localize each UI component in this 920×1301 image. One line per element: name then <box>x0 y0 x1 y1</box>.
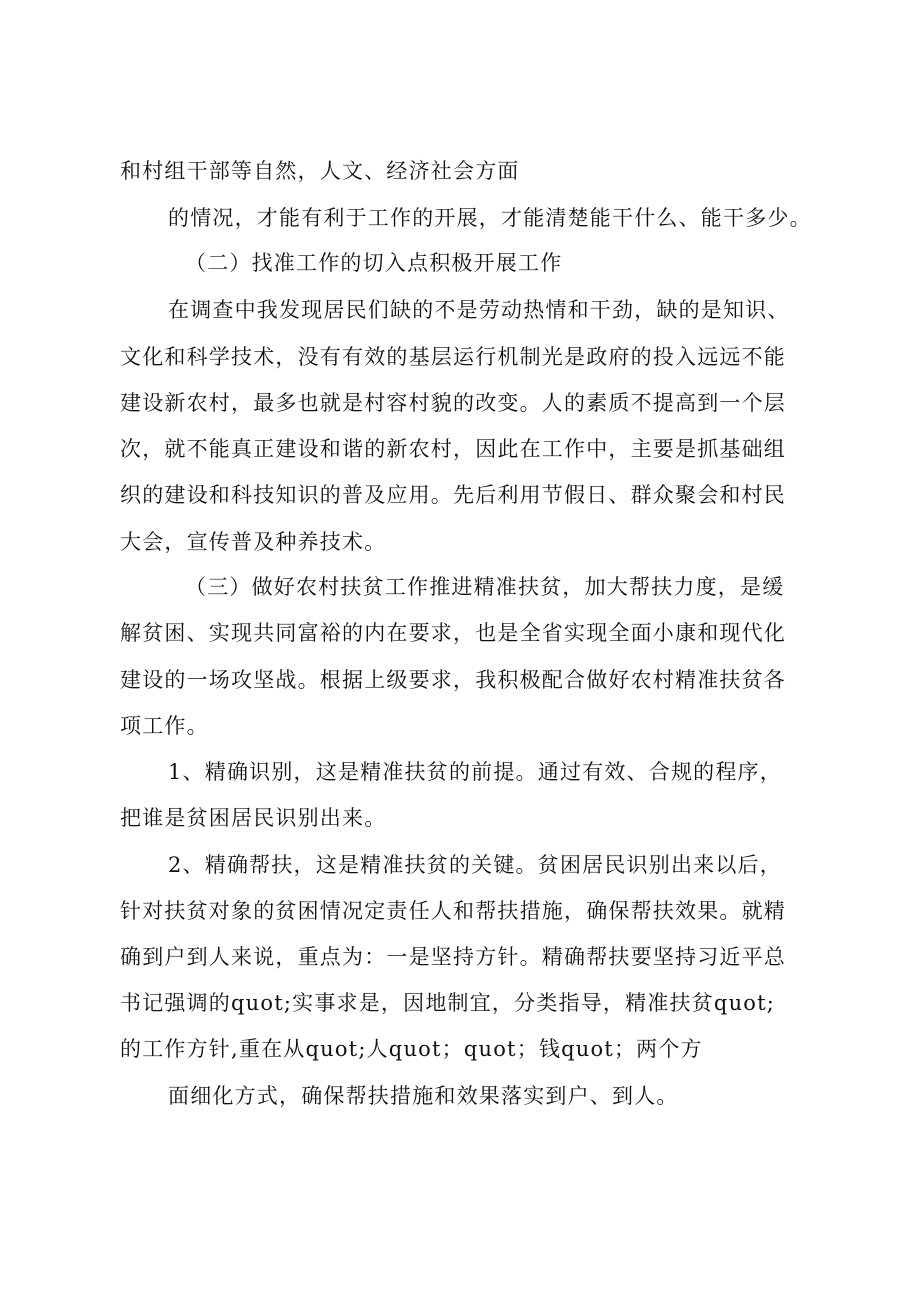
text-line: 确到户到人来说，重点为：一是坚持方针。精确帮扶要坚持习近平总 <box>120 945 786 969</box>
text-line: 的工作方针,重在从quot;人quot；quot；钱quot；两个方 <box>120 1037 703 1061</box>
text-line: 在调查中我发现居民们缺的不是劳动热情和干劲，缺的是知识、 <box>168 298 790 322</box>
text-line: 建设新农村，最多也就是村容村貌的改变。人的素质不提高到一个层 <box>120 391 786 415</box>
list-item: 2、精确帮扶，这是精准扶贫的关键。贫困居民识别出来以后， <box>168 853 782 877</box>
text-line: 解贫困、实现共同富裕的内在要求，也是全省实现全面小康和现代化 <box>120 621 786 645</box>
text-line: 文化和科学技术，没有有效的基层运行机制光是政府的投入远远不能 <box>120 345 786 369</box>
text-line: 大会，宣传普及种养技术。 <box>120 530 387 554</box>
text-line: 和村组干部等自然，人文、经济社会方面 <box>120 159 520 183</box>
text-line: 把谁是贫困居民识别出来。 <box>120 806 387 830</box>
section-heading: （二）找准工作的切入点积极开展工作 <box>185 251 563 275</box>
text-line: 次，就不能真正建设和谐的新农村，因此在工作中，主要是抓基础组 <box>120 437 786 461</box>
section-heading: （三）做好农村扶贫工作推进精准扶贫，加大帮扶力度，是缓 <box>185 575 785 599</box>
text-line: 的情况，才能有利于工作的开展，才能清楚能干什么、能干多少。 <box>168 206 812 230</box>
text-line: 针对扶贫对象的贫困情况定责任人和帮扶措施，确保帮扶效果。就精 <box>120 899 786 923</box>
text-line: 书记强调的quot;实事求是，因地制宜，分类指导，精准扶贫quot; <box>120 991 776 1015</box>
text-line: 织的建设和科技知识的普及应用。先后利用节假日、群众聚会和村民 <box>120 483 786 507</box>
list-item: 1、精确识别，这是精准扶贫的前提。通过有效、合规的程序， <box>168 760 782 784</box>
text-line: 面细化方式，确保帮扶措施和效果落实到户、到人。 <box>168 1084 679 1108</box>
text-line: 建设的一场攻坚战。根据上级要求，我积极配合做好农村精准扶贫各 <box>120 668 786 692</box>
text-line: 项工作。 <box>120 714 209 738</box>
